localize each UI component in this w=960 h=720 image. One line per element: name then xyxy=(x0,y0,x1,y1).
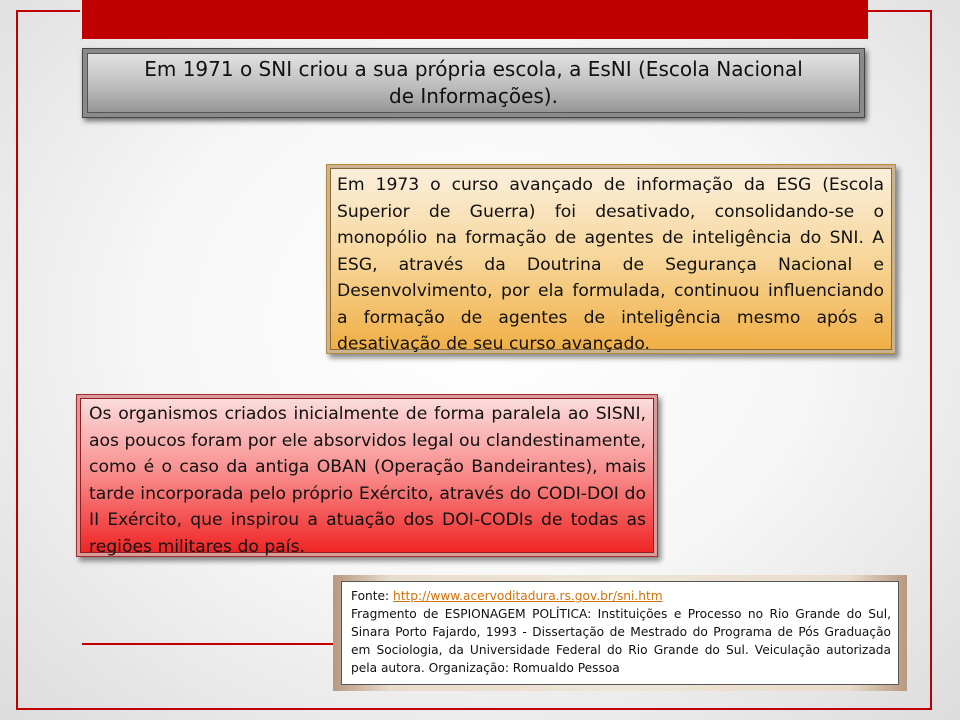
source-text: Fragmento de ESPIONAGEM POLÍTICA: Instituições e Processo no Rio Grande do Sul, Sinara Porto Fajardo, 1993 - Dissertação de Mestrado do Programa de Pós Graduação em Sociologia, da Universidade Federal do Rio Grande do Sul. Veiculação autorizada pela autora. Organização: Romualdo Pessoa xyxy=(351,607,891,675)
frame-bottom-line xyxy=(16,708,932,710)
frame-top-line-left xyxy=(16,10,80,12)
source-label: Fonte: xyxy=(351,589,390,603)
frame-mid-left-line xyxy=(82,643,334,645)
title-box xyxy=(82,48,865,118)
orange-text-box xyxy=(326,164,896,354)
source-inner xyxy=(341,581,899,685)
red-box-text: Os organismos criados inicialmente de forma paralela ao SISNI, aos poucos foram por ele absorvidos legal ou clandestinamente, como é o caso da antiga OBAN (Operação Bandeirantes), mais tarde incorporada pelo próprio Exército, através do CODI-DOI do II Exército, que inspirou a atuação dos DOI-CODIs de todas as regiões militares do país. xyxy=(89,404,646,557)
source-box xyxy=(333,575,907,691)
frame-left-line xyxy=(16,10,18,710)
source-link[interactable]: http://www.acervoditadura.rs.gov.br/sni.htm xyxy=(393,589,663,603)
title-text: Em 1971 o SNI criou a sua própria escola, a EsNI (Escola Nacional de Informações). xyxy=(144,57,803,108)
orange-box-text: Em 1973 o curso avançado de informação da ESG (Escola Superior de Guerra) foi desativado, consolidando-se o monopólio na formação de agentes de inteligência do SNI. A ESG, através da Doutrina de Segurança Nacional e Desenvolvimento, por ela formulada, continuou influenciando a formação de agentes de inteligência mesmo após a desativação de seu curso avançado. xyxy=(337,175,884,354)
top-red-band xyxy=(82,0,868,39)
red-text-box xyxy=(76,394,658,557)
frame-top-line-right xyxy=(868,10,932,12)
frame-right-line xyxy=(930,10,932,710)
